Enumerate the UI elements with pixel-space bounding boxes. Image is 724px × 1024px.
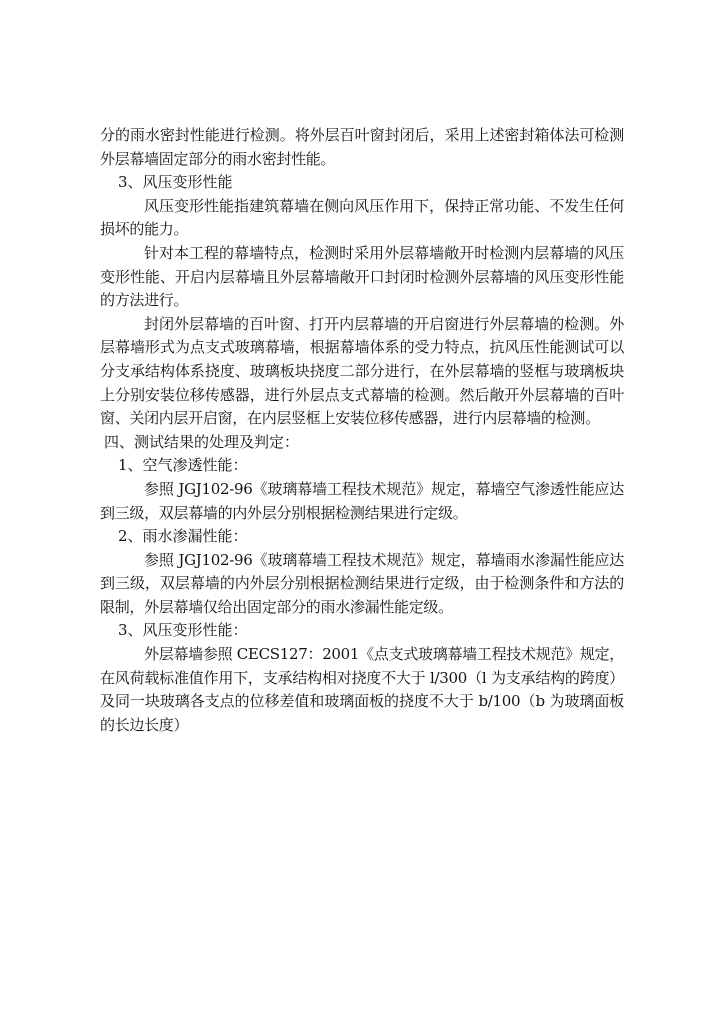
heading-results-evaluation: 四、测试结果的处理及判定： <box>104 432 300 451</box>
heading-air-permeability: 1、空气渗透性能： <box>118 456 248 475</box>
paragraph-continuation: 分的雨水密封性能进行检测。将外层百叶窗封闭后，采用上述密封箱体法可检测外层幕墙固定部分的雨水密封性能。 <box>100 126 624 168</box>
paragraph-test-method: 针对本工程的幕墙特点，检测时采用外层幕墙敞开时检测内层幕墙的风压变形性能、开启内层幕墙且外层幕墙敞开口封闭时检测外层幕墙的风压变形性能的方法进行。 <box>100 243 624 310</box>
heading-wind-pressure-deformation-2: 3、风压变形性能： <box>118 621 248 640</box>
document-body <box>100 124 624 737</box>
heading-wind-pressure-deformation: 3、风压变形性能 <box>118 173 233 192</box>
paragraph-rain-leakage: 参照 JGJ102-96《玻璃幕墙工程技术规范》规定，幕墙雨水渗漏性能应达到三级，双层幕墙的内外层分别根据检测结果进行定级，由于检测条件和方法的限制，外层幕墙仅给出固定部分的雨水渗漏性能定级。 <box>100 550 624 616</box>
paragraph-outer-wall-test: 封闭外层幕墙的百叶窗、打开内层幕墙的开启窗进行外层幕墙的检测。外层幕墙形式为点支式玻璃幕墙，根据幕墙体系的受力特点，抗风压性能测试可以分支承结构体系挠度、玻璃板块挠度二部分进行，在外层幕墙的竖框与玻璃板块上分别安装位移传感器，进行外层点支式幕墙的检测。然后敞开外层幕墙的百叶窗、关闭内层开启窗，在内层竖框上安装位移传感器，进行内层幕墙的检测。 <box>100 314 624 428</box>
heading-rain-leakage: 2、雨水渗漏性能： <box>118 527 248 546</box>
paragraph-wind-criteria: 外层幕墙参照 CECS127：2001《点支式玻璃幕墙工程技术规范》规定，在风荷载标准值作用下，支承结构相对挠度不大于 l/300（l 为支承结构的跨度）及同一块玻璃各支点的位移差值和玻璃面板的挠度不大于 b/100（b 为玻璃面板的长边长度） <box>100 645 624 734</box>
paragraph-air-permeability: 参照 JGJ102-96《玻璃幕墙工程技术规范》规定，幕墙空气渗透性能应达到三级，双层幕墙的内外层分别根据检测结果进行定级。 <box>100 479 624 522</box>
paragraph-wind-definition: 风压变形性能指建筑幕墙在侧向风压作用下，保持正常功能、不发生任何损坏的能力。 <box>100 196 624 239</box>
